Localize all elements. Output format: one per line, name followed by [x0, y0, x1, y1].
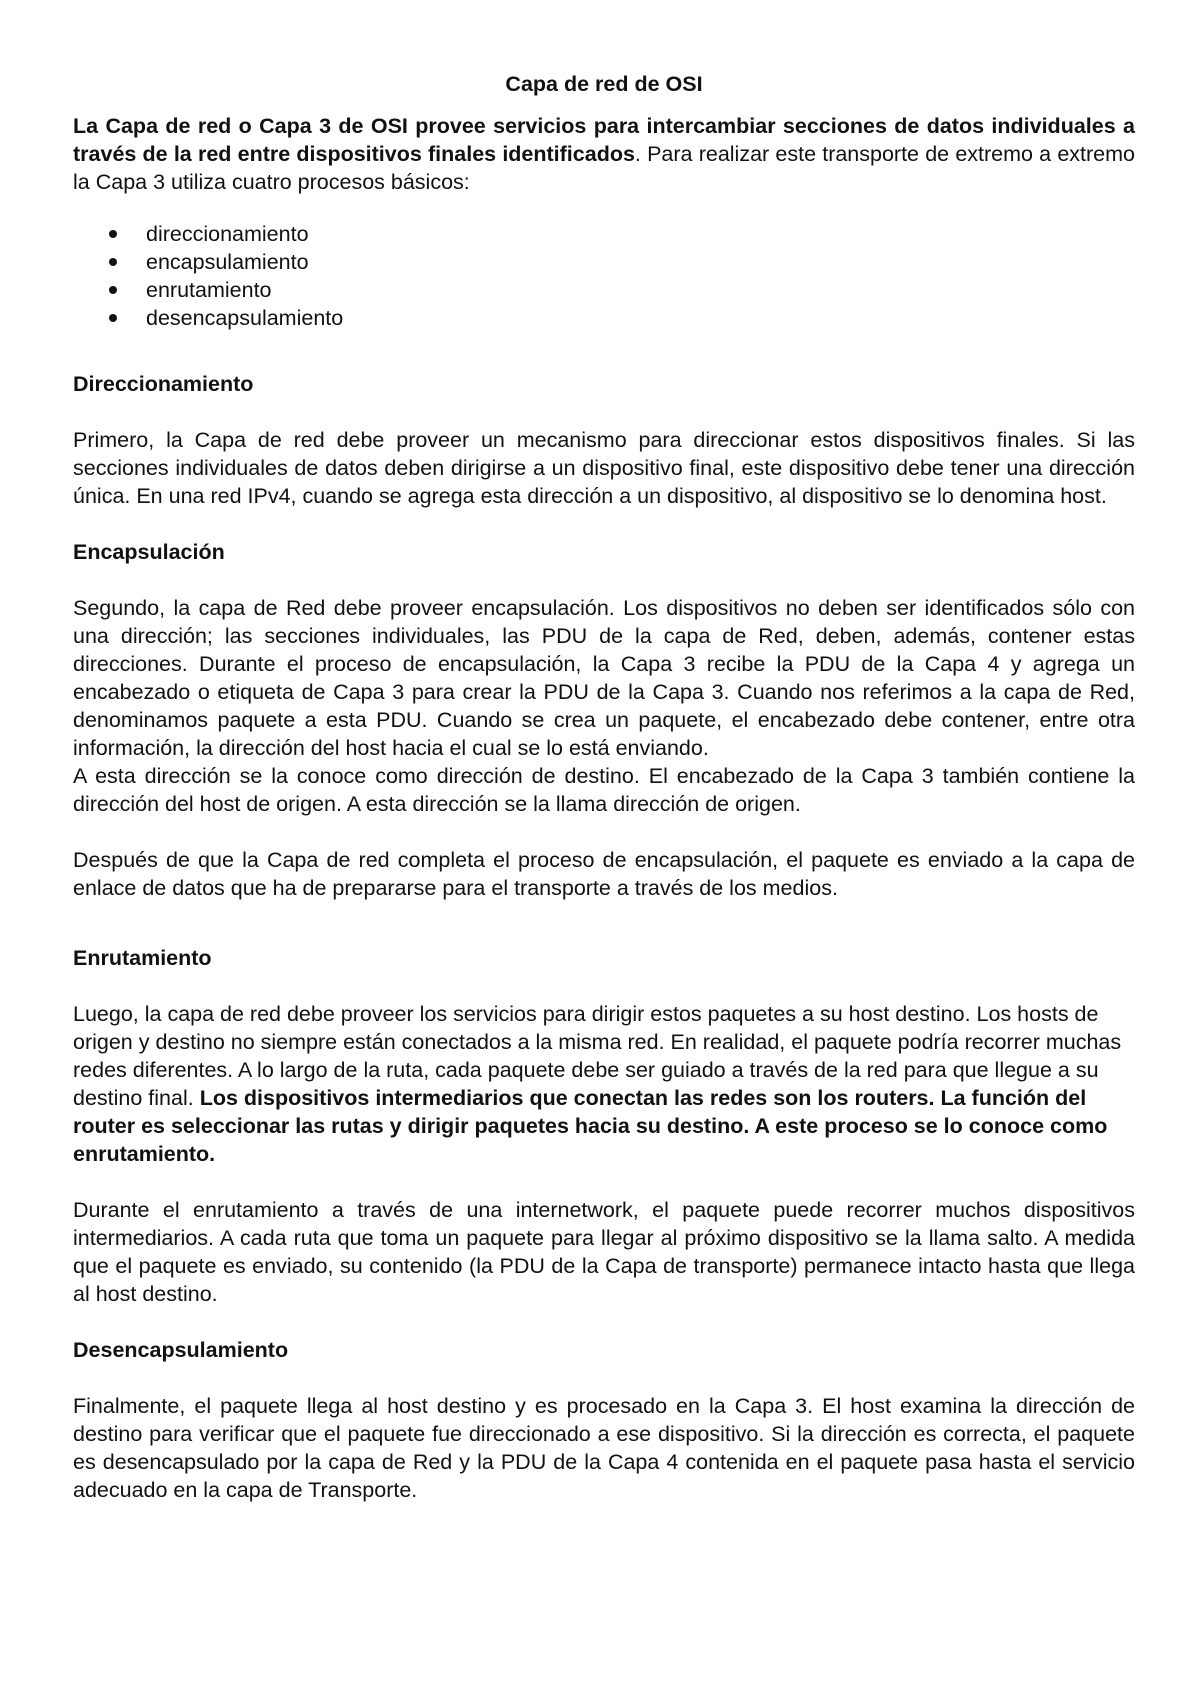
list-item [73, 220, 1135, 248]
list-item [73, 304, 1135, 332]
intro-paragraph [73, 112, 1135, 196]
list-item-label: direccionamiento [146, 222, 309, 246]
list-item-label: desencapsulamiento [146, 306, 344, 330]
intro-bold-text: La Capa de red o Capa 3 de OSI provee servicios para intercambiar secciones de datos individuales a través de la red entre dispositivos finales identificados [73, 114, 1135, 166]
list-item-label: encapsulamiento [146, 250, 309, 274]
encapsulacion-paragraph-1: Segundo, la capa de Red debe proveer encapsulación. Los dispositivos no deben ser identificados sólo con una dirección; las secciones individuales, las PDU de la capa de Red, deben, además, contener estas direcciones. Durante el proceso de encapsulación, la Capa 3 recibe la PDU de la Capa 4 y agrega un encabezado o etiqueta de Capa 3 para crear la PDU de la Capa 3. Cuando nos referimos a la capa de Red, denominamos paquete a esta PDU. Cuando se crea un paquete, el encabezado debe contener, entre otra información, la dirección del host hacia el cual se lo está enviando. [73, 596, 1135, 760]
section-heading-enrutamiento: Enrutamiento [73, 946, 212, 970]
document-title: Capa de red de OSI [505, 72, 703, 96]
enrutamiento-paragraph-2: Durante el enrutamiento a través de una internetwork, el paquete puede recorrer muchos dispositivos intermediarios. A cada ruta que toma un paquete para llegar al próximo dispositivo se la llama salto. A medida que el paquete es enviado, su contenido (la PDU de la Capa de transporte) permanece intacto hasta que llega al host destino. [73, 1198, 1135, 1306]
bullet-icon [109, 230, 117, 238]
bullet-icon [109, 258, 117, 266]
bullet-icon [109, 286, 117, 294]
encapsulacion-paragraph-3: Después de que la Capa de red completa el proceso de encapsulación, el paquete es enviado a la capa de enlace de datos que ha de prepararse para el transporte a través de los medios. [73, 848, 1135, 900]
document-page [73, 70, 1135, 1504]
list-item [73, 276, 1135, 304]
section-heading-encapsulacion: Encapsulación [73, 540, 225, 564]
intro-rest-text: . Para realizar este transporte de extremo a extremo la Capa 3 utiliza cuatro procesos básicos: [73, 142, 1135, 194]
encapsulacion-paragraph-2: A esta dirección se la conoce como dirección de destino. El encabezado de la Capa 3 también contiene la dirección del host de origen. A esta dirección se la llama dirección de origen. [73, 764, 1135, 816]
section-heading-desencapsulamiento: Desencapsulamiento [73, 1338, 289, 1362]
enrutamiento-bold-text: Los dispositivos intermediarios que conectan las redes son los routers. La función del router es seleccionar las rutas y dirigir paquetes hacia su destino. A este proceso se lo conoce como enrutamiento. [73, 1086, 1108, 1166]
process-list [73, 220, 1135, 332]
enrutamiento-paragraph-1 [73, 1000, 1135, 1168]
desencapsulamiento-paragraph: Finalmente, el paquete llega al host destino y es procesado en la Capa 3. El host examina la dirección de destino para verificar que el paquete fue direccionado a ese dispositivo. Si la dirección es correcta, el paquete es desencapsulado por la capa de Red y la PDU de la Capa 4 contenida en el paquete pasa hasta el servicio adecuado en la capa de Transporte. [73, 1394, 1135, 1502]
section-heading-direccionamiento: Direccionamiento [73, 372, 254, 396]
enrutamiento-normal-text: Luego, la capa de red debe proveer los servicios para dirigir estos paquetes a su host destino. Los hosts de origen y destino no siempre están conectados a la misma red. En realidad, el paquete podría recorrer muchas redes diferentes. A lo largo de la ruta, cada paquete debe ser guiado a través de la red para que llegue a su destino final. [73, 1002, 1122, 1110]
direccionamiento-paragraph: Primero, la Capa de red debe proveer un mecanismo para direccionar estos dispositivos finales. Si las secciones individuales de datos deben dirigirse a un dispositivo final, este dispositivo debe tener una dirección única. En una red IPv4, cuando se agrega esta dirección a un dispositivo, al dispositivo se lo denomina host. [73, 428, 1135, 508]
list-item [73, 248, 1135, 276]
list-item-label: enrutamiento [146, 278, 272, 302]
bullet-icon [109, 314, 117, 322]
